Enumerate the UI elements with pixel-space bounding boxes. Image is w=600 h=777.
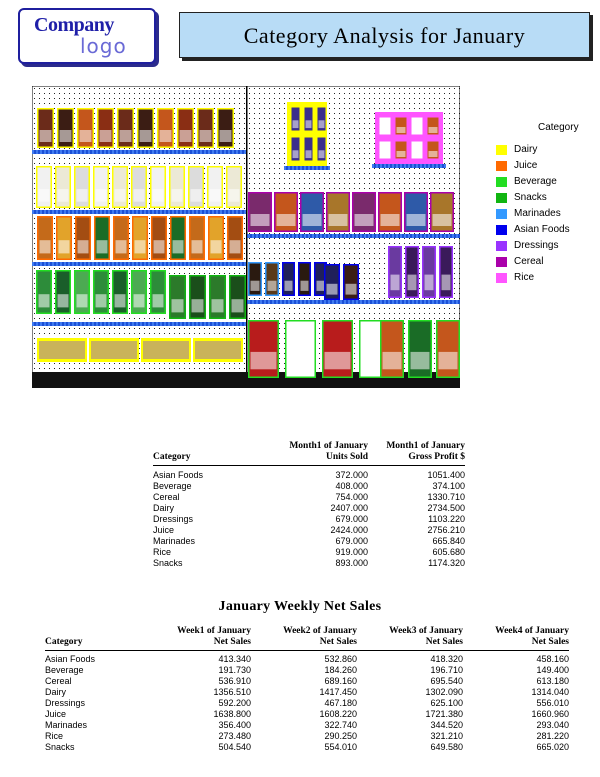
product-label (154, 240, 165, 253)
shelf (32, 210, 246, 214)
legend-swatch (496, 225, 507, 235)
report-title-box (179, 12, 590, 58)
table-row (153, 558, 465, 569)
product-label (200, 130, 212, 142)
legend-swatch (496, 145, 507, 155)
table-row (153, 492, 465, 503)
cell: 321.210 (430, 730, 463, 741)
cell: 1051.400 (427, 469, 465, 480)
cell: 344.520 (430, 719, 463, 730)
cell: Asian Foods (153, 469, 204, 480)
legend-swatch (496, 177, 507, 187)
cell: 689.160 (324, 675, 357, 686)
product-label (210, 189, 221, 202)
product-label (329, 214, 348, 226)
table-row (45, 731, 569, 742)
product-label (319, 120, 325, 128)
cell: 1721.380 (425, 708, 463, 719)
product-label (277, 214, 296, 226)
product-label (96, 189, 107, 202)
product-label (58, 189, 69, 202)
legend-label: Dressings (514, 240, 559, 251)
product-label (134, 294, 145, 307)
cell: 679.000 (335, 535, 368, 546)
product-label (232, 299, 244, 312)
product-label (397, 151, 406, 157)
column-header: Week1 of January Net Sales (145, 626, 251, 651)
cell: 191.730 (218, 664, 251, 675)
product-label (303, 214, 322, 226)
product-label (251, 352, 277, 369)
cell: Dressings (45, 697, 86, 708)
cell: 372.000 (335, 469, 368, 480)
product-label (268, 281, 277, 291)
table-row (45, 698, 569, 709)
cell: 1356.510 (213, 686, 251, 697)
column-header: Category (45, 626, 145, 651)
product-label (251, 214, 270, 226)
product-label (429, 127, 438, 133)
product-label (230, 240, 241, 253)
product-label (212, 299, 224, 312)
shelf (32, 322, 246, 326)
cell: 418.320 (430, 653, 463, 664)
column-header: Week4 of January Net Sales (463, 626, 569, 651)
table-row (153, 547, 465, 558)
product-label (192, 299, 204, 312)
table-row (45, 720, 569, 731)
product-label (220, 130, 232, 142)
product-label (153, 294, 164, 307)
cell: Dairy (45, 686, 67, 697)
shelf (247, 300, 460, 304)
product-label (306, 150, 312, 158)
table-header-row (45, 626, 569, 651)
cell: Dairy (153, 502, 175, 513)
product-label (40, 240, 51, 253)
cell: 695.540 (430, 675, 463, 686)
cell: Cereal (153, 491, 180, 502)
logo-company-text: Company (34, 14, 114, 36)
cell: Juice (45, 708, 67, 719)
product-label (78, 240, 89, 253)
legend-label: Marinades (514, 208, 561, 219)
product-label (60, 130, 72, 142)
shelf (247, 234, 460, 238)
cell: 1103.220 (428, 513, 465, 524)
product-label (116, 240, 127, 253)
product-label (97, 240, 108, 253)
monthly-summary-table (153, 441, 465, 569)
table-row (45, 665, 569, 676)
product-tray-fill (39, 341, 85, 359)
product-label (411, 352, 430, 369)
legend-label: Snacks (514, 192, 547, 203)
cell: 293.040 (536, 719, 569, 730)
product-label (115, 189, 126, 202)
legend-swatch (496, 161, 507, 171)
legend-label: Asian Foods (514, 224, 570, 235)
product-label (160, 130, 172, 142)
planogram-image (32, 86, 460, 388)
product-label (306, 120, 312, 128)
table-row (45, 687, 569, 698)
product-label (135, 240, 146, 253)
product-label (293, 150, 299, 158)
cell: Rice (153, 546, 172, 557)
product-label (115, 294, 126, 307)
cell: 605.680 (432, 546, 465, 557)
report-title: Category Analysis for January (243, 23, 526, 48)
cell: 554.010 (324, 741, 357, 752)
cell: 649.580 (430, 741, 463, 752)
cell: 665.840 (432, 535, 465, 546)
cell: Snacks (153, 557, 183, 568)
product-label (355, 214, 374, 226)
shelf (284, 166, 330, 170)
legend-label: Rice (514, 272, 535, 283)
cell: 1174.320 (428, 557, 465, 568)
product-label (40, 130, 52, 142)
product-label (391, 275, 400, 291)
cell: 184.260 (324, 664, 357, 675)
table-row (45, 676, 569, 687)
cell: 273.480 (218, 730, 251, 741)
product-label (173, 240, 184, 253)
cell: 374.100 (432, 480, 465, 491)
product-tray-fill (195, 341, 241, 359)
legend-swatch (496, 193, 507, 203)
cell: Cereal (45, 675, 72, 686)
product-label (77, 189, 88, 202)
cell: 290.250 (324, 730, 357, 741)
cell: 2734.500 (427, 502, 465, 513)
product-label (229, 189, 240, 202)
cell: 536.910 (218, 675, 251, 686)
legend-label: Dairy (514, 144, 538, 155)
product-label (381, 127, 390, 133)
cell: 532.860 (324, 653, 357, 664)
product-label (407, 214, 426, 226)
cell: 1638.800 (213, 708, 251, 719)
product-label (153, 189, 164, 202)
cell: 149.400 (536, 664, 569, 675)
legend-swatch (496, 257, 507, 267)
product-label (413, 151, 422, 157)
cell: 458.160 (536, 653, 569, 664)
product-label (211, 240, 222, 253)
product-label (433, 214, 452, 226)
cell: 754.000 (335, 491, 368, 502)
cell: Juice (153, 524, 175, 535)
weekly-sales-title: January Weekly Net Sales (218, 599, 382, 614)
shelf (372, 164, 446, 168)
product-label (172, 299, 184, 312)
product-label (59, 240, 70, 253)
table-row (153, 525, 465, 536)
product-label (293, 120, 299, 128)
legend-swatch (496, 273, 507, 283)
product-label (301, 281, 309, 291)
shelf (32, 150, 246, 154)
cell: 556.010 (536, 697, 569, 708)
product-label (180, 130, 192, 142)
product-label (96, 294, 107, 307)
cell: 356.400 (218, 719, 251, 730)
cell: Beverage (45, 664, 84, 675)
table-row (45, 742, 569, 753)
table-row (45, 709, 569, 720)
cell: 322.740 (324, 719, 357, 730)
legend-label: Juice (514, 160, 538, 171)
cell: 196.710 (430, 664, 463, 675)
product-label (397, 127, 406, 133)
product-label (192, 240, 203, 253)
product-label (285, 281, 293, 291)
cell: 1417.450 (319, 686, 357, 697)
product-label (383, 352, 402, 369)
cell: 2424.000 (330, 524, 368, 535)
product-label (429, 151, 438, 157)
cell: Snacks (45, 741, 75, 752)
product-label (425, 275, 434, 291)
column-header: Week3 of January Net Sales (357, 626, 463, 651)
cell: 919.000 (335, 546, 368, 557)
product-label (191, 189, 202, 202)
cell: 467.180 (324, 697, 357, 708)
cell: 1608.220 (319, 708, 357, 719)
cell: 1330.710 (427, 491, 465, 502)
product-label (317, 281, 325, 291)
table-row (153, 514, 465, 525)
product-label (39, 189, 50, 202)
product-label (381, 214, 400, 226)
cell: Beverage (153, 480, 192, 491)
cell: 2756.210 (427, 524, 465, 535)
product-label (100, 130, 112, 142)
legend-label: Cereal (514, 256, 544, 267)
product-label (58, 294, 69, 307)
product-label (172, 189, 183, 202)
shelf (32, 262, 246, 266)
product-label (327, 284, 338, 295)
cell: Rice (45, 730, 64, 741)
table-header-row (153, 441, 465, 466)
product-tray-fill (143, 341, 189, 359)
product-label (251, 281, 260, 291)
product-label (439, 352, 458, 369)
cell: 408.000 (335, 480, 368, 491)
product-label (408, 275, 417, 291)
cell: 1314.040 (531, 686, 569, 697)
table-row (153, 503, 465, 514)
product-label (346, 284, 357, 295)
cell: Marinades (153, 535, 196, 546)
product-tray-fill (91, 341, 137, 359)
table-row (153, 481, 465, 492)
weekly-sales-table (45, 626, 569, 753)
product-label (325, 352, 351, 369)
product-label (80, 130, 92, 142)
table-row (153, 536, 465, 547)
cell: 679.000 (335, 513, 368, 524)
cell: Marinades (45, 719, 88, 730)
product-label (442, 275, 451, 291)
product-label (39, 294, 50, 307)
product-label (134, 189, 145, 202)
product-label (120, 130, 132, 142)
column-header: Month1 of January Units Sold (263, 441, 368, 466)
company-logo (18, 8, 156, 64)
legend-label: Beverage (514, 176, 557, 187)
product-label (319, 150, 325, 158)
product-label (77, 294, 88, 307)
cell: 625.100 (430, 697, 463, 708)
product-label (381, 151, 390, 157)
cell: 893.000 (335, 557, 368, 568)
cell: 281.220 (536, 730, 569, 741)
logo-logo-text: logo (80, 34, 127, 58)
product-label (140, 130, 152, 142)
cell: 413.340 (218, 653, 251, 664)
table-row (45, 654, 569, 665)
legend-title: Category (538, 122, 579, 133)
product-label (413, 127, 422, 133)
cell: 504.540 (218, 741, 251, 752)
column-header: Category (153, 441, 263, 466)
legend-swatch (496, 209, 507, 219)
cell: 1302.090 (425, 686, 463, 697)
legend-swatch (496, 241, 507, 251)
column-header: Month1 of January Gross Profit $ (368, 441, 465, 466)
cell: Dressings (153, 513, 194, 524)
column-header: Week2 of January Net Sales (251, 626, 357, 651)
table-row (153, 470, 465, 481)
cell: 665.020 (536, 741, 569, 752)
product-label (288, 352, 314, 369)
cell: Asian Foods (45, 653, 96, 664)
cell: 592.200 (218, 697, 251, 708)
cell: 613.180 (536, 675, 569, 686)
cell: 1660.960 (531, 708, 569, 719)
cell: 2407.000 (330, 502, 368, 513)
